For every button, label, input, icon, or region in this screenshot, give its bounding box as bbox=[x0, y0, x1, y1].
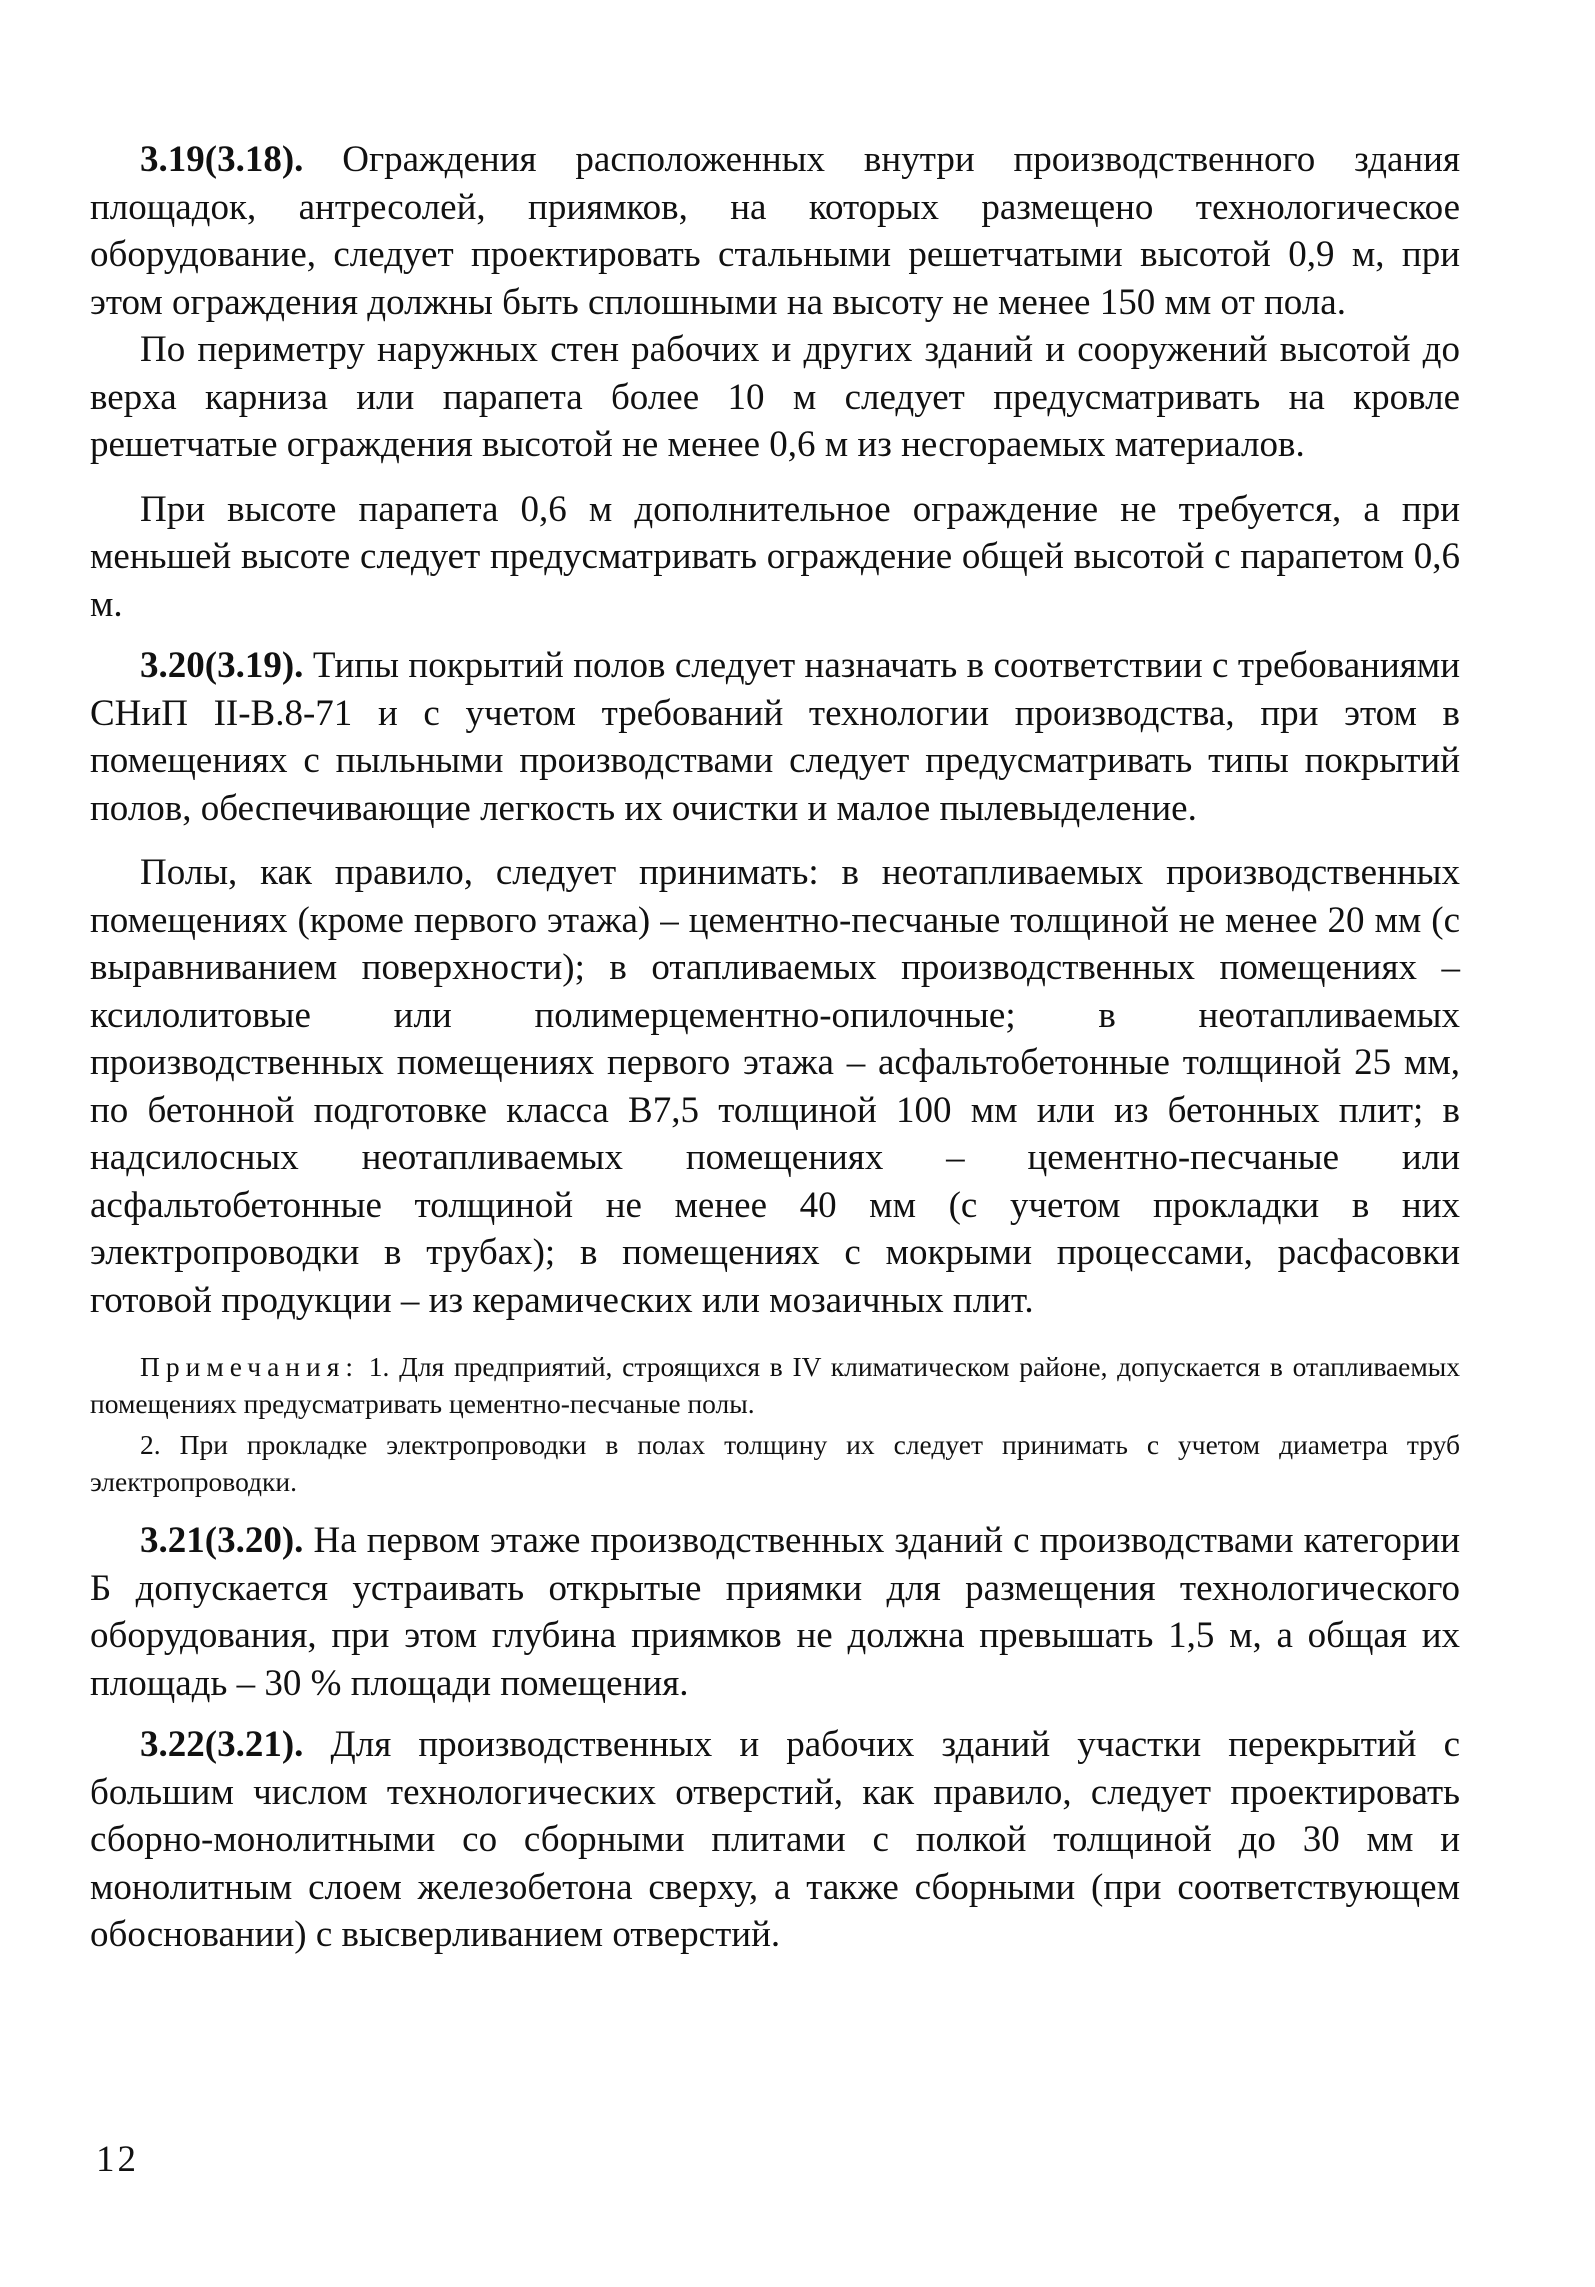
section-number: 3.22(3.21). bbox=[140, 1724, 304, 1765]
note-text: 1. Для предприятий, строящихся в IV климатическом районе, допускается в отапливаемых помещениях предусматривать цементно-песчаные полы. bbox=[90, 1351, 1460, 1419]
paragraph-perimeter-railing: По периметру наружных стен рабочих и других зданий и сооружений высотой до верха карниза или парапета более 10 м следует предусматривать на кровле решетчатые ограждения высотой не менее 0,6 м из несгораемых материалов. bbox=[90, 329, 1460, 465]
paragraph-floors: Полы, как правило, следует принимать: в неотапливаемых производственных помещениях (кроме первого этажа) – цементно-песчаные толщиной не менее 20 мм (с выравниванием поверхности); в отапливаемых производственных помещениях – ксилолитовые или полимерцементно-опилочные; в неотапливаемых производственных помещениях первого этажа – асфальтобетонные толщиной 25 мм, по бетонной подготовке класса В7,5 толщиной 100 мм или из бетонных плит; в надсилосных неотапливаемых помещениях – цементно-песчаные или асфальтобетонные толщиной не менее 40 мм (с учетом прокладки в них электропроводки в трубах); в помещениях с мокрыми процессами, расфасовки готовой продукции – из керамических или мозаичных плит. bbox=[90, 852, 1460, 1321]
section-number: 3.20(3.19). bbox=[140, 645, 304, 686]
notes-label: Примечания: bbox=[140, 1351, 360, 1382]
paragraph-text: Типы покрытий полов следует назначать в соответствии с требованиями СНиП II-В.8-71 и с учетом требований технологии производства, при этом в помещениях с пыльными производствами следует предусматривать типы покрытий полов, обеспечивающие легкость их очистки и малое пылевыделение. bbox=[90, 645, 1460, 829]
note-item bbox=[90, 1348, 1460, 1422]
paragraph-parapet: При высоте парапета 0,6 м дополнительное ограждение не требуется, а при меньшей высоте следует предусматривать ограждение общей высотой с парапетом 0,6 м. bbox=[90, 488, 1460, 625]
paragraph-text: Для производственных и рабочих зданий участки перекрытий с большим числом технологических отверстий, как правило, следует проектировать сборно-монолитными со сборными плитами с полкой толщиной до 30 мм и монолитным слоем железобетона сверху, а также сборными (при соответствующем обосновании) с высверливанием отверстий. bbox=[90, 1724, 1460, 1955]
notes-block bbox=[90, 1348, 1460, 1500]
paragraph-text: Ограждения расположенных внутри производственного здания площадок, антресолей, приямков, на которых размещено технологическое оборудование, следует проектировать стальными решетчатыми высотой 0,9 м, при этом ограждения должны быть сплошными на высоту не менее 150 мм от пола. bbox=[90, 139, 1460, 323]
section-3-21-paragraph bbox=[90, 1517, 1460, 1707]
paragraph-text: На первом этаже производственных зданий с производствами категории Б допускается устраивать открытые приямки для размещения технологического оборудования, при этом глубина приямков не должна превышать 1,5 м, а общая их площадь – 30 % площади помещения. bbox=[90, 1520, 1460, 1704]
document-page bbox=[90, 136, 1460, 1959]
section-3-22-paragraph bbox=[90, 1721, 1460, 1959]
note-item: 2. При прокладке электропроводки в полах толщину их следует принимать с учетом диаметра труб электропроводки. bbox=[90, 1429, 1460, 1497]
page-number: 12 bbox=[96, 2139, 139, 2180]
section-number: 3.19(3.18). bbox=[140, 139, 304, 180]
section-3-19-paragraph bbox=[90, 136, 1460, 326]
section-number: 3.21(3.20). bbox=[140, 1520, 304, 1561]
section-3-20-paragraph bbox=[90, 642, 1460, 832]
